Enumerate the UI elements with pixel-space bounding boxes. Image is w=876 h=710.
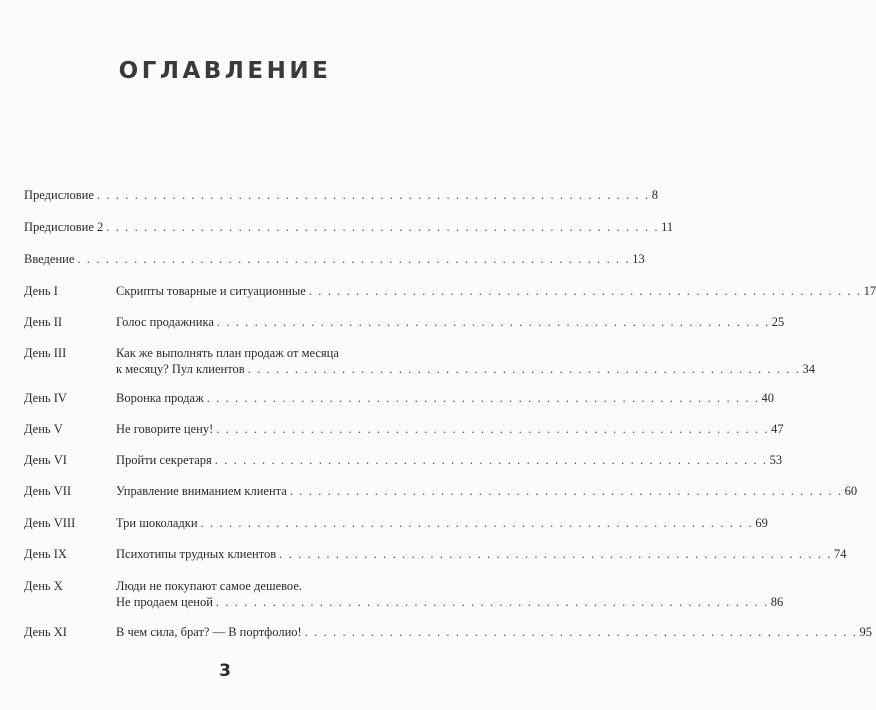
dot-leader: . . . . . . . . . . . . . . . . . . . . . . . . . . . . . . . . . . . . . . . . . . . . . . . . . . . . . . . . . . . [289,484,843,498]
dot-leader: . . . . . . . . . . . . . . . . . . . . . . . . . . . . . . . . . . . . . . . . . . . . . . . . . . . . . . . . . . . [200,516,754,530]
toc-entry-day: День VIII [24,516,76,530]
toc-entry-day: День V [24,422,63,436]
toc-entry-page: 40 [761,391,775,405]
toc-entry-title: Воронка продаж [116,391,204,405]
toc-entry-title: Не продаем ценой [116,595,213,609]
toc-entry-title: Люди не покупают самое дешевое. [116,579,303,593]
dot-leader: . . . . . . . . . . . . . . . . . . . . . . . . . . . . . . . . . . . . . . . . . . . . . . . . . . . . . . . . . . . [216,422,770,436]
toc-entry-day: День I [24,284,58,298]
toc-entry-title: В чем сила, брат? — В портфолио! [116,625,302,639]
toc-entry-page: 25 [771,315,785,329]
toc-entry-page: 69 [755,516,768,530]
toc-entry-page: 34 [802,362,815,376]
toc-entry-day: День VII [24,484,72,498]
toc-entry-page: 11 [661,220,674,234]
toc-entry-day: День II [24,315,63,329]
dot-leader: . . . . . . . . . . . . . . . . . . . . . . . . . . . . . . . . . . . . . . . . . . . . . . . . . . . . . . . . . . . [308,284,862,298]
toc-entry-page: 60 [844,484,858,498]
toc-entry-title: Скрипты товарные и ситуационные [116,284,306,298]
toc-entry-title: Предисловие 2 [24,220,104,234]
toc-entry-day: День III [24,346,67,360]
page-number: 3 [219,661,231,681]
toc-entry-page: 95 [859,625,873,639]
toc-entry-title: Управление вниманием клиента [116,484,287,498]
dot-leader: . . . . . . . . . . . . . . . . . . . . . . . . . . . . . . . . . . . . . . . . . . . . . . . . . . . . . . . . . . . [96,188,650,202]
page-title: ОГЛАВЛЕНИЕ [118,58,332,84]
dot-leader: . . . . . . . . . . . . . . . . . . . . . . . . . . . . . . . . . . . . . . . . . . . . . . . . . . . . . . . . . . . [206,391,760,405]
toc-entry-page: 74 [834,547,847,561]
toc-entry-page: 17 [863,284,876,298]
dot-leader: . . . . . . . . . . . . . . . . . . . . . . . . . . . . . . . . . . . . . . . . . . . . . . . . . . . . . . . . . . . [247,362,801,376]
dot-leader: . . . . . . . . . . . . . . . . . . . . . . . . . . . . . . . . . . . . . . . . . . . . . . . . . . . . . . . . . . . [77,252,631,266]
dot-leader: . . . . . . . . . . . . . . . . . . . . . . . . . . . . . . . . . . . . . . . . . . . . . . . . . . . . . . . . . . . [215,595,769,609]
toc-entry-title: Три шоколадки [116,516,198,530]
dot-leader: . . . . . . . . . . . . . . . . . . . . . . . . . . . . . . . . . . . . . . . . . . . . . . . . . . . . . . . . . . . [304,625,858,639]
toc-entry-day: День VI [24,453,67,467]
toc-entry-page: 86 [770,595,784,609]
dot-leader: . . . . . . . . . . . . . . . . . . . . . . . . . . . . . . . . . . . . . . . . . . . . . . . . . . . . . . . . . . . [216,315,770,329]
toc-entry-day: День XI [24,625,67,639]
toc-entry-title: Психотипы трудных клиентов [116,547,277,561]
toc-entry-title: к месяцу? Пул клиентов [116,362,245,376]
toc-entry-day: День X [24,579,63,593]
toc-entry-page: 13 [632,252,645,266]
dot-leader: . . . . . . . . . . . . . . . . . . . . . . . . . . . . . . . . . . . . . . . . . . . . . . . . . . . . . . . . . . . [279,547,832,561]
toc-entry-day: День IV [24,391,67,405]
toc-entry-title: Не говорите цену! [116,422,214,436]
toc-entry-page: 47 [771,422,784,436]
toc-entry-page: 53 [769,453,783,467]
toc-entry-day: День IX [24,547,67,561]
toc-entry-title: Голос продажника [116,315,214,329]
toc-entry-title: Пройти секретаря [116,453,212,467]
dot-leader: . . . . . . . . . . . . . . . . . . . . . . . . . . . . . . . . . . . . . . . . . . . . . . . . . . . . . . . . . . . [214,453,768,467]
dot-leader: . . . . . . . . . . . . . . . . . . . . . . . . . . . . . . . . . . . . . . . . . . . . . . . . . . . . . . . . . . . [106,220,660,234]
toc-entry-title: Предисловие [24,188,94,202]
toc-entry-title: Введение [24,252,75,266]
toc-entry-page: 8 [651,188,658,202]
toc-entry-title: Как же выполнять план продаж от месяца [116,346,339,360]
